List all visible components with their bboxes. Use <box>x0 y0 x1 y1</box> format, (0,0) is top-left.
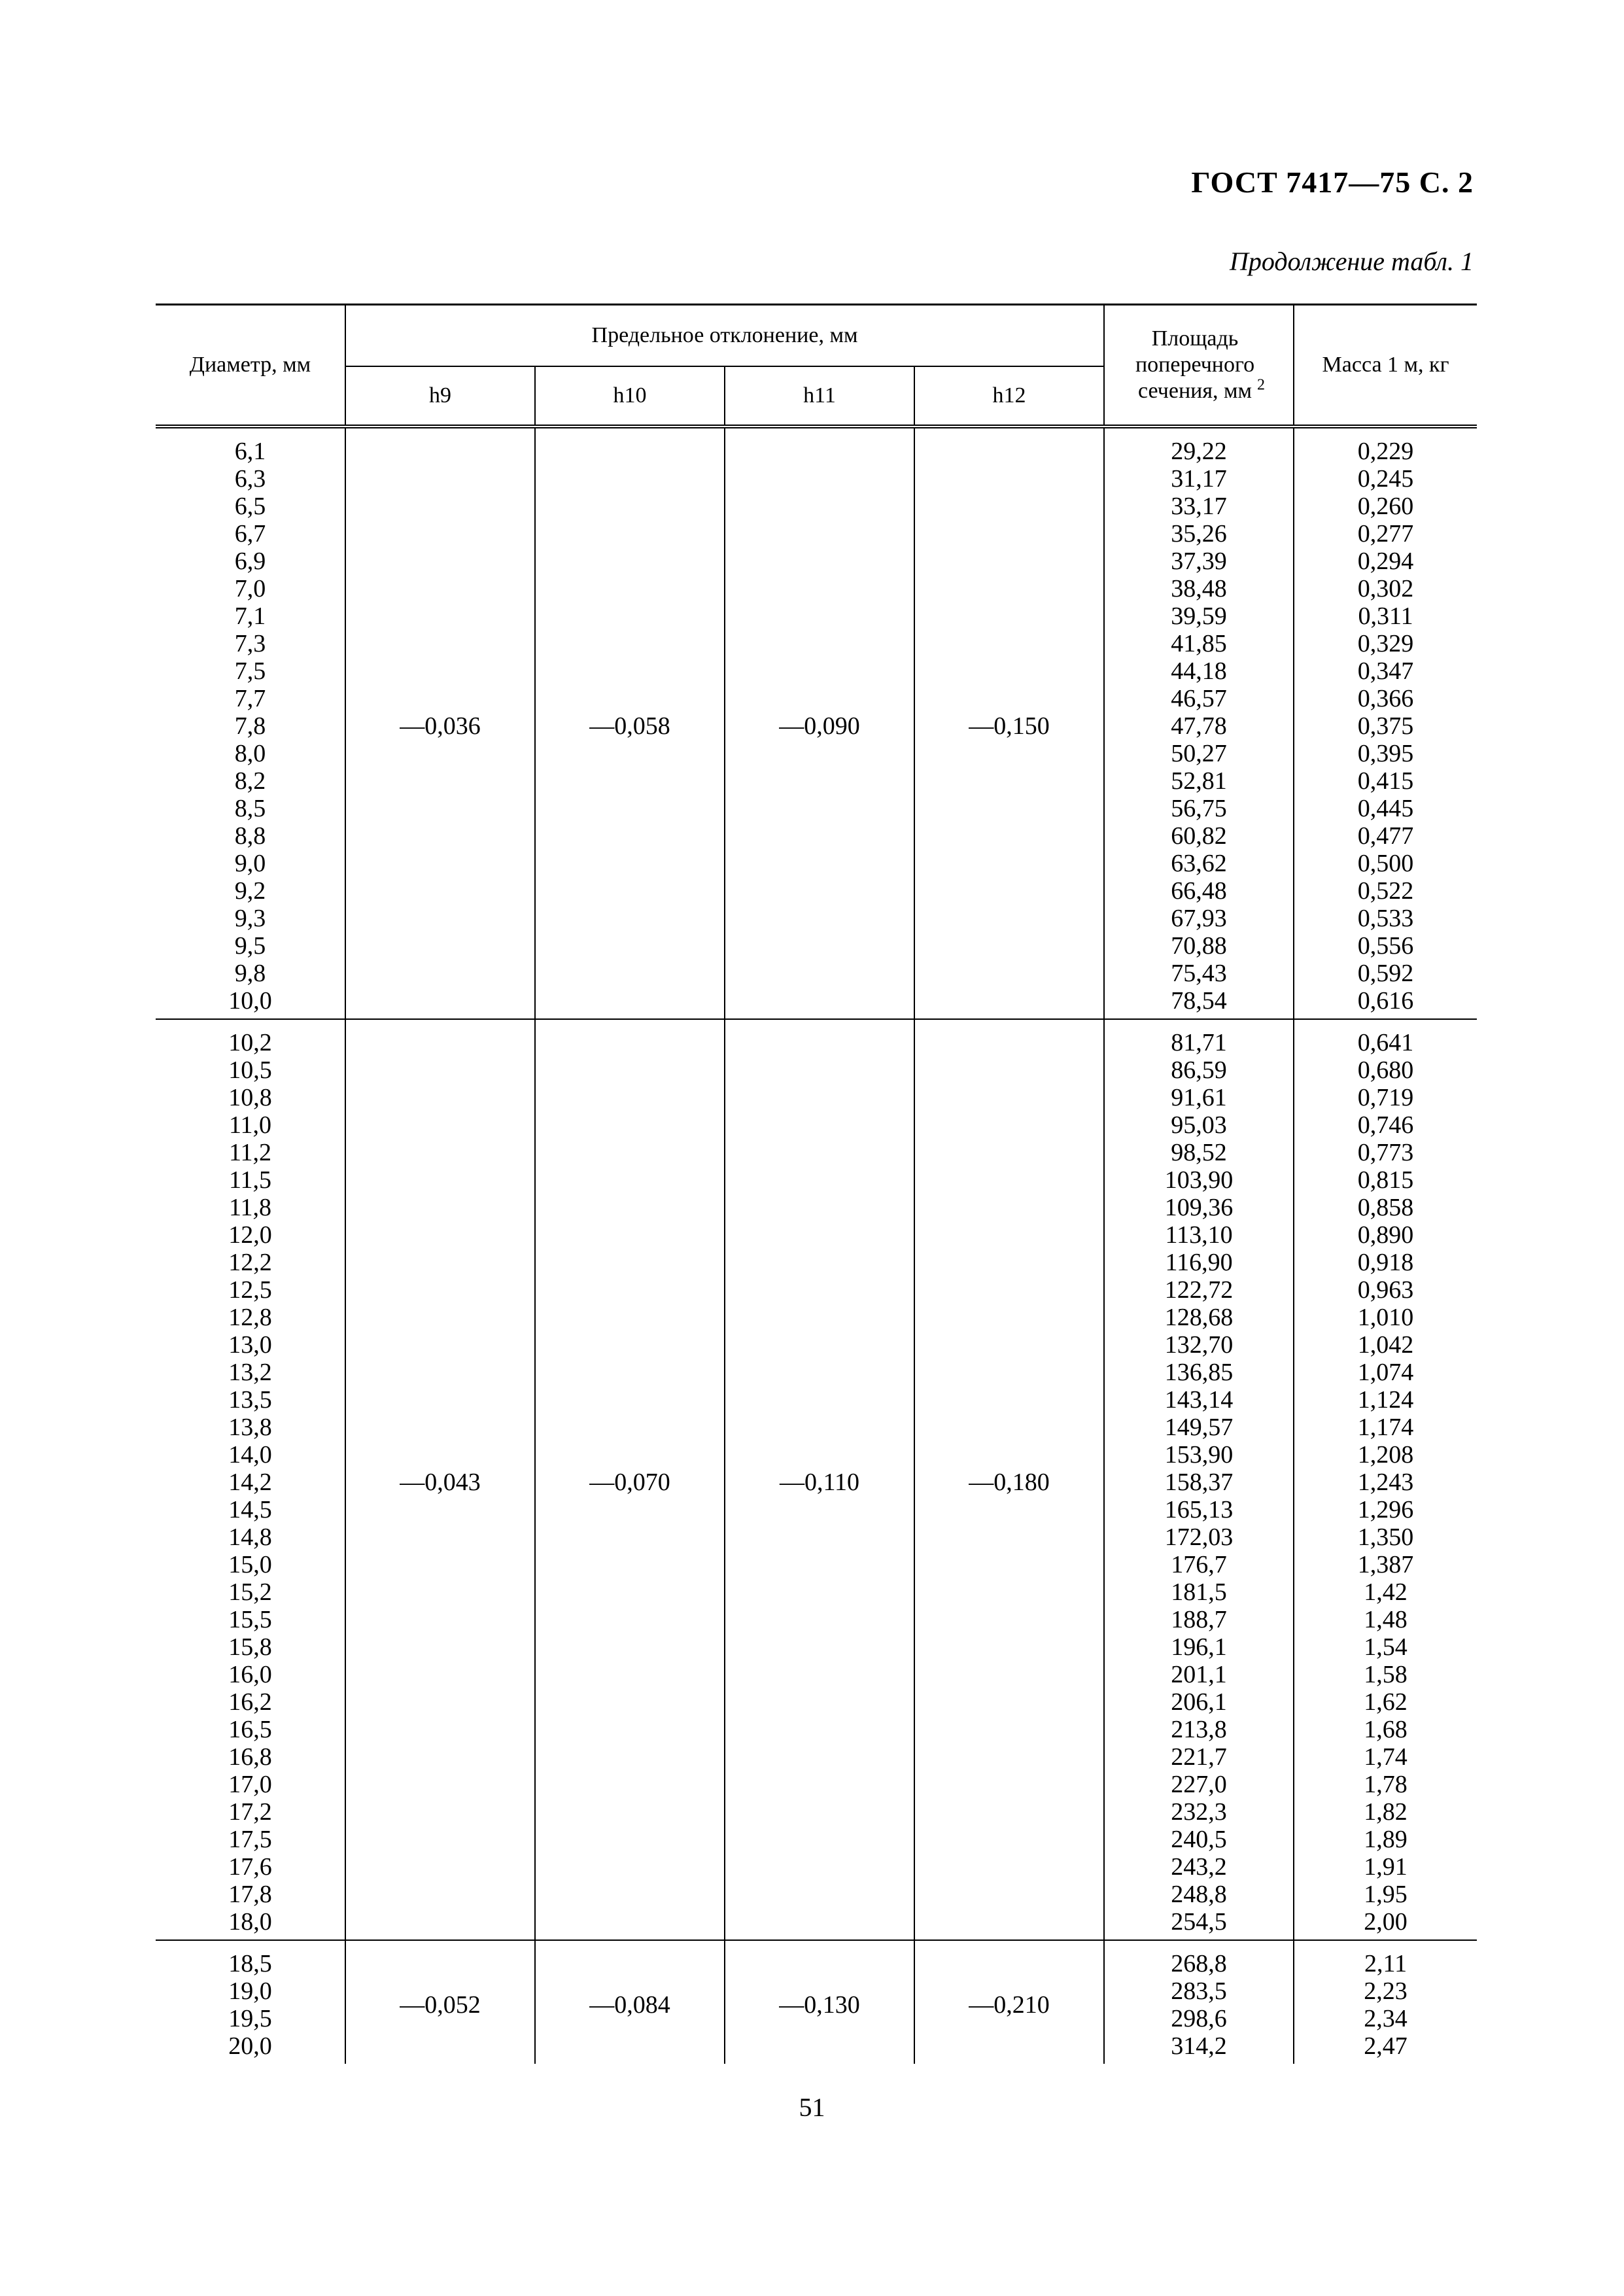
header-area-sup: 2 <box>1257 376 1266 394</box>
mass-list: 0,229 0,245 0,260 0,277 0,294 0,302 0,311 0,329 0,347 0,366 0,375 0,395 0,415 0,445 0,477 0,500 0,522 0,533 0,556 0,592 0,616 <box>1294 426 1477 1019</box>
deviation-h10: —0,058 <box>535 426 725 1019</box>
table-caption: Продолжение табл. 1 <box>1229 247 1474 276</box>
header-h11: h11 <box>725 366 914 426</box>
deviation-h11: —0,090 <box>725 426 914 1019</box>
header-area <box>1104 305 1294 427</box>
deviation-h9: —0,036 <box>345 426 535 1019</box>
deviation-h11: —0,110 <box>725 1019 914 1940</box>
deviation-h10: —0,070 <box>535 1019 725 1940</box>
page-number: 51 <box>799 2093 825 2122</box>
diameter-list: 18,5 19,0 19,5 20,0 <box>156 1940 345 2064</box>
header-area-label: Площадь поперечного сечения, мм <box>1135 326 1255 403</box>
diameter-list: 10,2 10,5 10,8 11,0 11,2 11,5 11,8 12,0 12,2 12,5 12,8 13,0 13,2 13,5 13,8 14,0 14,2 14,5 14,8 15,0 15,2 15,5 15,8 16,0 16,2 16,5 16,8 17,0 17,2 17,5 17,6 17,8 18,0 <box>156 1019 345 1940</box>
area-list: 29,22 31,17 33,17 35,26 37,39 38,48 39,59 41,85 44,18 46,57 47,78 50,27 52,81 56,75 60,82 63,62 66,48 67,93 70,88 75,43 78,54 <box>1104 426 1294 1019</box>
table-row-group-1 <box>156 426 1477 1019</box>
mass-list: 2,11 2,23 2,34 2,47 <box>1294 1940 1477 2064</box>
deviation-h9: —0,043 <box>345 1019 535 1940</box>
doc-header: ГОСТ 7417—75 С. 2 <box>1191 165 1474 199</box>
header-diameter: Диаметр, мм <box>156 305 345 427</box>
deviation-h9: —0,052 <box>345 1940 535 2064</box>
area-list: 268,8 283,5 298,6 314,2 <box>1104 1940 1294 2064</box>
dimensions-table-container <box>156 304 1477 2064</box>
header-h12: h12 <box>914 366 1104 426</box>
deviation-h11: —0,130 <box>725 1940 914 2064</box>
dimensions-table <box>156 304 1477 2064</box>
diameter-list: 6,1 6,3 6,5 6,7 6,9 7,0 7,1 7,3 7,5 7,7 7,8 8,0 8,2 8,5 8,8 9,0 9,2 9,3 9,5 9,8 10,0 <box>228 438 272 1015</box>
header-deviation: Предельное отклонение, мм <box>345 305 1104 367</box>
deviation-h12: —0,180 <box>914 1019 1104 1940</box>
mass-list: 0,641 0,680 0,719 0,746 0,773 0,815 0,858 0,890 0,918 0,963 1,010 1,042 1,074 1,124 1,174 1,208 1,243 1,296 1,350 1,387 1,42 1,48 1,54 1,58 1,62 1,68 1,74 1,78 1,82 1,89 1,91 1,95 2,00 <box>1294 1019 1477 1940</box>
table-row-group-3 <box>156 1940 1477 2064</box>
header-mass: Масса 1 м, кг <box>1294 305 1477 427</box>
header-h10: h10 <box>535 366 725 426</box>
header-h9: h9 <box>345 366 535 426</box>
area-list: 81,71 86,59 91,61 95,03 98,52 103,90 109,36 113,10 116,90 122,72 128,68 132,70 136,85 143,14 149,57 153,90 158,37 165,13 172,03 176,7 181,5 188,7 196,1 201,1 206,1 213,8 221,7 227,0 232,3 240,5 243,2 248,8 254,5 <box>1104 1019 1294 1940</box>
deviation-h12: —0,150 <box>914 426 1104 1019</box>
table-row-group-2 <box>156 1019 1477 1940</box>
deviation-h12: —0,210 <box>914 1940 1104 2064</box>
deviation-h10: —0,084 <box>535 1940 725 2064</box>
